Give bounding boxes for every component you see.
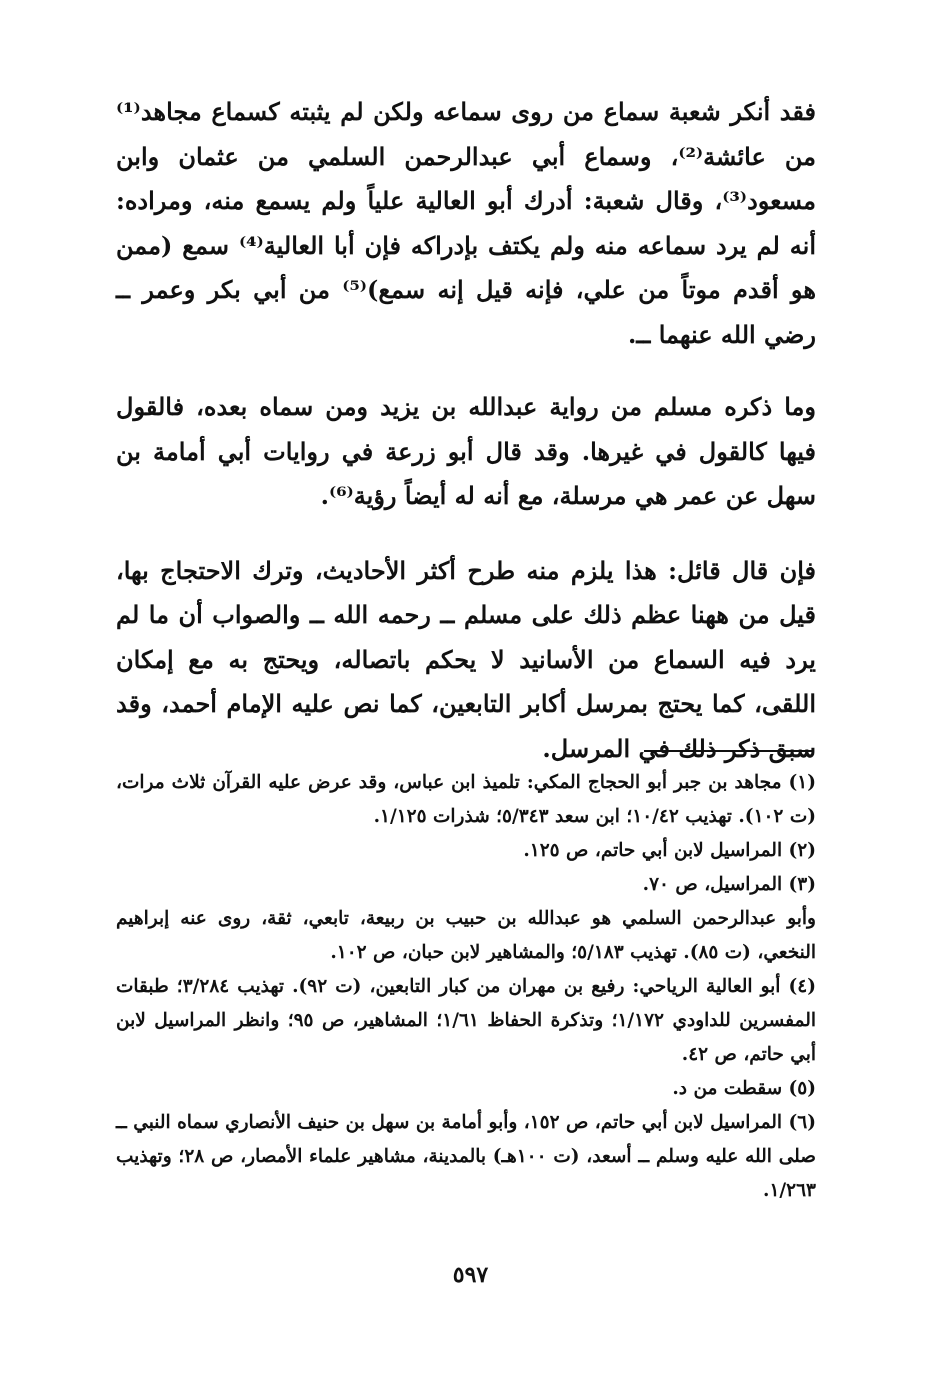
- main-text: [116, 90, 816, 771]
- footnote-separator: [644, 750, 814, 752]
- paragraph-2: وما ذكره مسلم من رواية عبدالله بن يزيد ومن سماه بعده، فالقول فيها كالقول في غيرها. وقد قال أبو زرعة في روايات أبي أمامة بن سهل عن عمر هي مرسلة، مع أنه له أيضاً رؤية⁽⁶⁾.: [116, 392, 816, 510]
- paragraph-1: فقد أنكر شعبة سماع من روى سماعه ولكن لم يثبته كسماع مجاهد⁽¹⁾ من عائشة⁽²⁾، وسماع أبي عبدالرحمن السلمي من عثمان وابن مسعود⁽³⁾، وقال شعبة: أدرك أبو العالية علياً ولم يسمع منه، ومراده: أنه لم يرد سماعه منه ولم يكتف بإدراكه فإن أبا العالية⁽⁴⁾ سمع (ممن هو أقدم موتاً من علي، فإنه قيل إنه سمع)⁽⁵⁾ من أبي بكر وعمر ــ رضي الله عنهما ــ.: [116, 97, 817, 349]
- paragraph-3: فإن قال قائل: هذا يلزم منه طرح أكثر الأحاديث، وترك الاحتجاج بها، قيل من ههنا عظم ذلك على مسلم ــ رحمه الله ــ والصواب أن ما لم يرد فيه السماع من الأسانيد لا يحكم باتصاله، ويحتج به مع إمكان اللقى، كما يحتج بمرسل أكابر التابعين، كما نص عليه الإمام أحمد، وقد سبق ذكر ذلك في المرسل.: [116, 555, 817, 763]
- footnote-4: (٤) أبو العالية الرياحي: رفيع بن مهران من كبار التابعين، (ت ٩٢). تهذيب ٣/٢٨٤؛ طبقات المفسرين للداودي ١/١٧٢؛ وتذكرة الحفاظ ١/٦١؛ المشاهير، ص ٩٥؛ وانظر المراسيل لابن أبي حاتم، ص ٤٢.: [116, 976, 816, 1065]
- footnote-5: (٥) سقطت من د.: [672, 1078, 816, 1099]
- footnote-3: (٣) المراسيل، ص ٧٠.: [642, 874, 816, 895]
- footnote-3-continuation: وأبو عبدالرحمن السلمي هو عبدالله بن حبيب بن ربيعة، تابعي، ثقة، روى عنه إبراهيم النخعي، (ت ٨٥). تهذيب ٥/١٨٣؛ والمشاهير لابن حبان، ص ١٠٢.: [116, 908, 816, 963]
- footnote-2: (٢) المراسيل لابن أبي حاتم، ص ١٢٥.: [523, 840, 816, 861]
- footnotes: [116, 766, 816, 1208]
- footnote-6: (٦) المراسيل لابن أبي حاتم، ص ١٥٢، وأبو أمامة بن سهل بن حنيف الأنصاري سماه النبي ــ صلى الله عليه وسلم ــ أسعد، (ت ١٠٠هـ) بالمدينة، مشاهير علماء الأمصار، ص ٢٨؛ وتهذيب ١/٢٦٣.: [116, 1112, 816, 1201]
- footnote-1: (١) مجاهد بن جبر أبو الحجاج المكي: تلميذ ابن عباس، وقد عرض عليه القرآن ثلاث مرات، (ت ١٠٢). تهذيب ١٠/٤٢؛ ابن سعد ٥/٣٤٣؛ شذرات ١/١٢٥.: [116, 772, 816, 827]
- page-number: ٥٩٧: [452, 1262, 489, 1288]
